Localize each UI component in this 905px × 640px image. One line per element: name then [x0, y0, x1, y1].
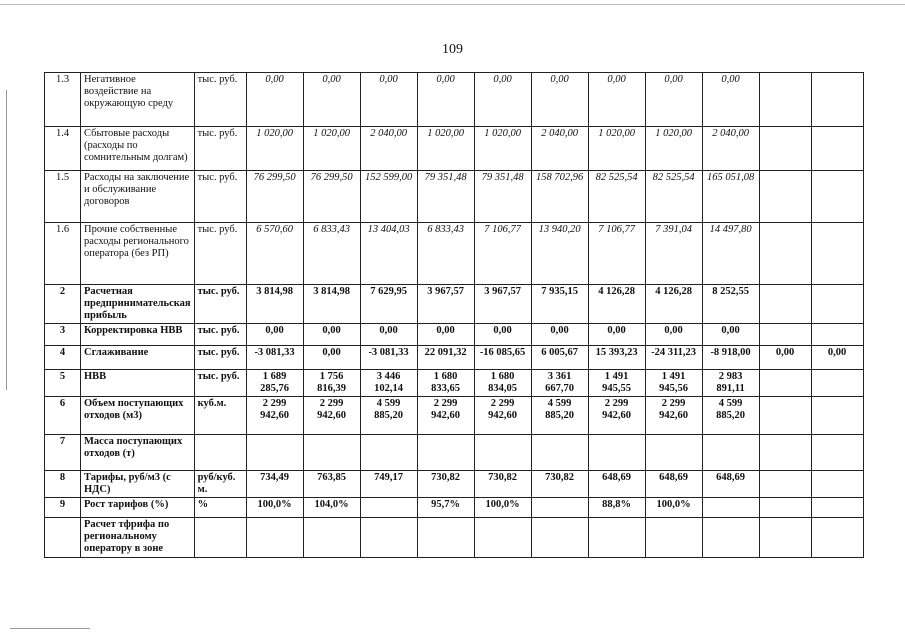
value-cell: 1 680 834,05: [474, 370, 531, 397]
value-cell: 76 299,50: [246, 171, 303, 223]
row-name-cell: Объем поступающих отходов (м3): [81, 397, 195, 435]
value-cell: 8 252,55: [702, 285, 759, 324]
unit-cell: тыс. руб.: [194, 285, 246, 324]
value-cell: [645, 435, 702, 471]
unit-cell: [194, 435, 246, 471]
value-cell: 1 756 816,39: [303, 370, 360, 397]
value-cell: [759, 324, 811, 346]
value-cell: 14 497,80: [702, 223, 759, 285]
value-cell: [246, 435, 303, 471]
scan-bottom-line: [10, 628, 90, 629]
value-cell: [531, 435, 588, 471]
value-cell: -8 918,00: [702, 346, 759, 370]
value-cell: [246, 518, 303, 558]
value-cell: 1 020,00: [246, 127, 303, 171]
row-number-cell: 7: [45, 435, 81, 471]
value-cell: 4 599 885,20: [531, 397, 588, 435]
value-cell: 82 525,54: [645, 171, 702, 223]
row-name-cell: Расчет тфрифа по региональному оператору в зоне: [81, 518, 195, 558]
value-cell: 730,82: [474, 471, 531, 498]
value-cell: 15 393,23: [588, 346, 645, 370]
value-cell: 0,00: [645, 73, 702, 127]
row-name-cell: Прочие собственные расходы регионального оператора (без РП): [81, 223, 195, 285]
value-cell: -3 081,33: [246, 346, 303, 370]
value-cell: [474, 435, 531, 471]
value-cell: [811, 223, 863, 285]
value-cell: 6 833,43: [303, 223, 360, 285]
unit-cell: тыс. руб.: [194, 223, 246, 285]
value-cell: [360, 435, 417, 471]
value-cell: 1 680 833,65: [417, 370, 474, 397]
value-cell: [811, 471, 863, 498]
value-cell: [588, 518, 645, 558]
row-number-cell: 1.4: [45, 127, 81, 171]
value-cell: 0,00: [702, 324, 759, 346]
row-name-cell: Расходы на заключение и обслуживание договоров: [81, 171, 195, 223]
row-number-cell: 2: [45, 285, 81, 324]
row-name-cell: НВВ: [81, 370, 195, 397]
value-cell: [759, 498, 811, 518]
value-cell: [811, 397, 863, 435]
value-cell: 0,00: [246, 73, 303, 127]
value-cell: 2 040,00: [702, 127, 759, 171]
value-cell: 1 491 945,56: [645, 370, 702, 397]
value-cell: 1 020,00: [588, 127, 645, 171]
table-row: [45, 324, 864, 346]
value-cell: 0,00: [474, 73, 531, 127]
value-cell: 3 967,57: [474, 285, 531, 324]
value-cell: 0,00: [588, 73, 645, 127]
value-cell: 0,00: [531, 73, 588, 127]
row-name-cell: Корректировка НВВ: [81, 324, 195, 346]
row-number-cell: 1.5: [45, 171, 81, 223]
value-cell: 0,00: [702, 73, 759, 127]
value-cell: 2 299 942,60: [303, 397, 360, 435]
value-cell: 730,82: [531, 471, 588, 498]
table-row: [45, 435, 864, 471]
value-cell: 6 833,43: [417, 223, 474, 285]
table-row: [45, 171, 864, 223]
row-number-cell: 8: [45, 471, 81, 498]
unit-cell: куб.м.: [194, 397, 246, 435]
value-cell: 1 020,00: [417, 127, 474, 171]
value-cell: 1 689 285,76: [246, 370, 303, 397]
value-cell: [759, 518, 811, 558]
scan-margin-line: [6, 90, 7, 390]
row-number-cell: 6: [45, 397, 81, 435]
value-cell: [531, 498, 588, 518]
value-cell: 0,00: [645, 324, 702, 346]
table-row: [45, 498, 864, 518]
value-cell: 7 391,04: [645, 223, 702, 285]
value-cell: 0,00: [303, 346, 360, 370]
value-cell: 2 299 942,60: [246, 397, 303, 435]
value-cell: [811, 370, 863, 397]
value-cell: [702, 435, 759, 471]
value-cell: 0,00: [303, 73, 360, 127]
value-cell: [811, 324, 863, 346]
value-cell: -16 085,65: [474, 346, 531, 370]
value-cell: [759, 471, 811, 498]
value-cell: 0,00: [759, 346, 811, 370]
value-cell: 2 040,00: [531, 127, 588, 171]
value-cell: 648,69: [702, 471, 759, 498]
value-cell: 4 599 885,20: [360, 397, 417, 435]
table-row: [45, 370, 864, 397]
value-cell: 100,0%: [645, 498, 702, 518]
value-cell: 0,00: [303, 324, 360, 346]
value-cell: [759, 223, 811, 285]
value-cell: 100,0%: [474, 498, 531, 518]
value-cell: 158 702,96: [531, 171, 588, 223]
value-cell: 88,8%: [588, 498, 645, 518]
value-cell: 3 814,98: [246, 285, 303, 324]
value-cell: 749,17: [360, 471, 417, 498]
unit-cell: тыс. руб.: [194, 127, 246, 171]
value-cell: [759, 370, 811, 397]
value-cell: [759, 73, 811, 127]
row-number-cell: 9: [45, 498, 81, 518]
value-cell: [417, 435, 474, 471]
tariff-table: [44, 72, 864, 558]
row-number-cell: [45, 518, 81, 558]
value-cell: 0,00: [531, 324, 588, 346]
unit-cell: [194, 518, 246, 558]
value-cell: 13 940,20: [531, 223, 588, 285]
value-cell: 2 299 942,60: [588, 397, 645, 435]
value-cell: 7 106,77: [588, 223, 645, 285]
value-cell: 79 351,48: [474, 171, 531, 223]
unit-cell: тыс. руб.: [194, 324, 246, 346]
row-number-cell: 1.6: [45, 223, 81, 285]
value-cell: [811, 127, 863, 171]
value-cell: 104,0%: [303, 498, 360, 518]
value-cell: 3 361 667,70: [531, 370, 588, 397]
value-cell: 0,00: [417, 73, 474, 127]
value-cell: [360, 518, 417, 558]
value-cell: 79 351,48: [417, 171, 474, 223]
value-cell: 1 020,00: [303, 127, 360, 171]
unit-cell: тыс. руб.: [194, 370, 246, 397]
value-cell: 7 106,77: [474, 223, 531, 285]
table-row: [45, 518, 864, 558]
row-number-cell: 3: [45, 324, 81, 346]
value-cell: 1 020,00: [474, 127, 531, 171]
value-cell: [811, 435, 863, 471]
value-cell: [811, 73, 863, 127]
value-cell: [811, 285, 863, 324]
row-name-cell: Негативное воздействие на окружающую среду: [81, 73, 195, 127]
value-cell: [759, 435, 811, 471]
row-number-cell: 4: [45, 346, 81, 370]
row-number-cell: 1.3: [45, 73, 81, 127]
table-row: [45, 127, 864, 171]
value-cell: -3 081,33: [360, 346, 417, 370]
value-cell: 763,85: [303, 471, 360, 498]
row-name-cell: Тарифы, руб/м3 (с НДС): [81, 471, 195, 498]
value-cell: 2 040,00: [360, 127, 417, 171]
table-row: [45, 285, 864, 324]
value-cell: [702, 518, 759, 558]
row-name-cell: Сглаживание: [81, 346, 195, 370]
unit-cell: руб/куб. м.: [194, 471, 246, 498]
value-cell: 22 091,32: [417, 346, 474, 370]
value-cell: 2 299 942,60: [417, 397, 474, 435]
value-cell: 4 126,28: [645, 285, 702, 324]
value-cell: 2 983 891,11: [702, 370, 759, 397]
value-cell: 1 020,00: [645, 127, 702, 171]
value-cell: 3 967,57: [417, 285, 474, 324]
value-cell: 1 491 945,55: [588, 370, 645, 397]
value-cell: [303, 518, 360, 558]
value-cell: 2 299 942,60: [474, 397, 531, 435]
value-cell: 730,82: [417, 471, 474, 498]
value-cell: 6 005,67: [531, 346, 588, 370]
value-cell: [811, 518, 863, 558]
unit-cell: тыс. руб.: [194, 73, 246, 127]
value-cell: 0,00: [360, 73, 417, 127]
table-row: [45, 471, 864, 498]
value-cell: 0,00: [474, 324, 531, 346]
row-name-cell: Рост тарифов (%): [81, 498, 195, 518]
value-cell: 0,00: [588, 324, 645, 346]
value-cell: 648,69: [645, 471, 702, 498]
value-cell: 2 299 942,60: [645, 397, 702, 435]
table-row: [45, 223, 864, 285]
value-cell: 100,0%: [246, 498, 303, 518]
value-cell: [474, 518, 531, 558]
value-cell: 648,69: [588, 471, 645, 498]
value-cell: 734,49: [246, 471, 303, 498]
row-name-cell: Сбытовые расходы (расходы по сомнительным долгам): [81, 127, 195, 171]
table-row: [45, 397, 864, 435]
value-cell: [531, 518, 588, 558]
value-cell: 3 814,98: [303, 285, 360, 324]
value-cell: 76 299,50: [303, 171, 360, 223]
value-cell: [759, 285, 811, 324]
value-cell: [759, 171, 811, 223]
value-cell: 3 446 102,14: [360, 370, 417, 397]
unit-cell: тыс. руб.: [194, 346, 246, 370]
table-row: [45, 73, 864, 127]
value-cell: [417, 518, 474, 558]
value-cell: 0,00: [246, 324, 303, 346]
row-name-cell: Расчетная предпринимательская прибыль: [81, 285, 195, 324]
scan-top-line: [0, 4, 905, 5]
value-cell: 0,00: [360, 324, 417, 346]
value-cell: 82 525,54: [588, 171, 645, 223]
value-cell: [759, 127, 811, 171]
value-cell: [303, 435, 360, 471]
value-cell: 0,00: [417, 324, 474, 346]
row-name-cell: Масса поступающих отходов (т): [81, 435, 195, 471]
value-cell: 13 404,03: [360, 223, 417, 285]
value-cell: 6 570,60: [246, 223, 303, 285]
value-cell: [588, 435, 645, 471]
value-cell: [360, 498, 417, 518]
row-number-cell: 5: [45, 370, 81, 397]
value-cell: 95,7%: [417, 498, 474, 518]
unit-cell: %: [194, 498, 246, 518]
value-cell: -24 311,23: [645, 346, 702, 370]
value-cell: 4 126,28: [588, 285, 645, 324]
value-cell: 165 051,08: [702, 171, 759, 223]
value-cell: 7 629,95: [360, 285, 417, 324]
value-cell: 7 935,15: [531, 285, 588, 324]
value-cell: 0,00: [811, 346, 863, 370]
page-number: 109: [442, 42, 463, 57]
unit-cell: тыс. руб.: [194, 171, 246, 223]
value-cell: [811, 171, 863, 223]
value-cell: [645, 518, 702, 558]
value-cell: [702, 498, 759, 518]
value-cell: 4 599 885,20: [702, 397, 759, 435]
table-body: [45, 73, 864, 558]
table-row: [45, 346, 864, 370]
value-cell: 152 599,00: [360, 171, 417, 223]
value-cell: [759, 397, 811, 435]
value-cell: [811, 498, 863, 518]
